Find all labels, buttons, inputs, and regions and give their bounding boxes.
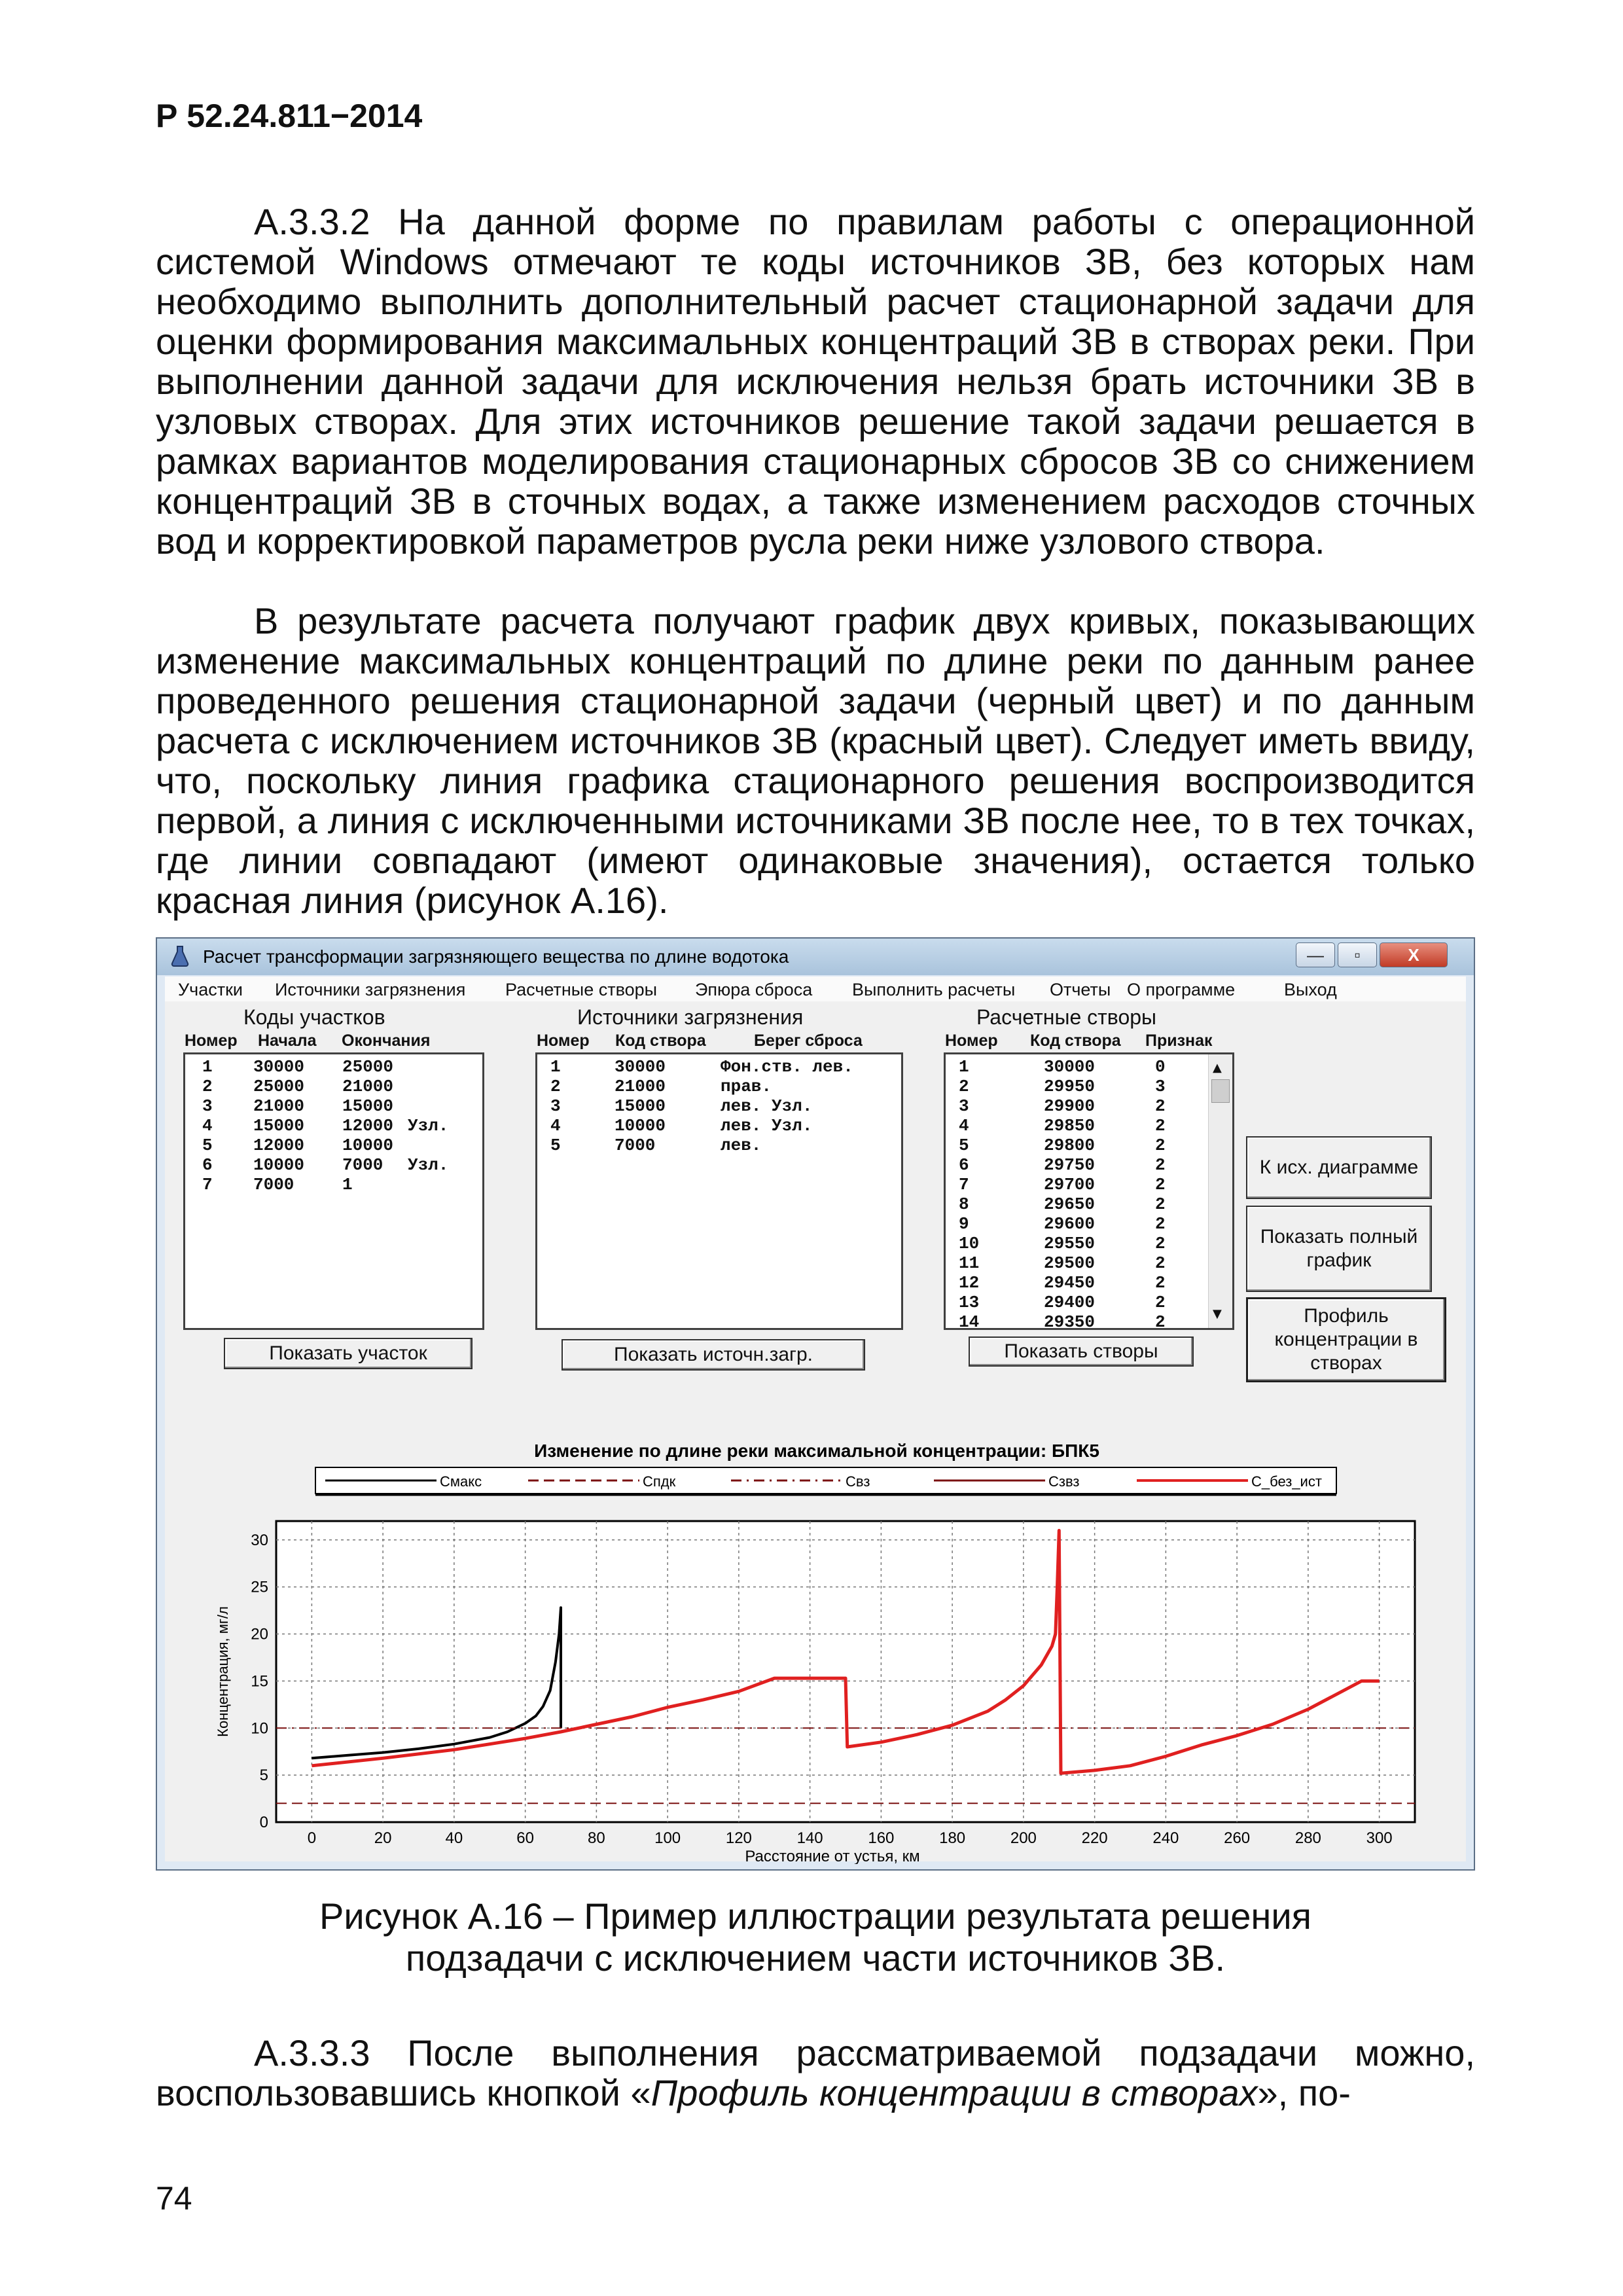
sections-col-code: Код створа	[1030, 1031, 1121, 1050]
site-cell: 7000	[342, 1155, 383, 1175]
section-cell: 29550	[1044, 1234, 1096, 1253]
menu-item-reports[interactable]: Отчеты	[1050, 980, 1111, 999]
section-cell: 29600	[1044, 1214, 1096, 1234]
section-cell: 2	[1155, 1096, 1166, 1116]
section-cell: 5	[959, 1136, 969, 1155]
x-tick-label: 80	[588, 1829, 605, 1847]
site-cell: 15000	[253, 1116, 305, 1136]
chart-title: Изменение по длине реки максимальной концентрации: БПК5	[534, 1441, 1099, 1461]
section-cell: 2	[1155, 1253, 1166, 1273]
x-tick-label: 120	[725, 1829, 752, 1847]
y-tick-label: 10	[251, 1719, 268, 1738]
legend-label: Сзвз	[1048, 1473, 1080, 1490]
site-cell: 7000	[253, 1175, 294, 1194]
sections-col-number: Номер	[945, 1031, 998, 1050]
section-cell: 29800	[1044, 1136, 1096, 1155]
sources-group-title: Источники загрязнения	[577, 1005, 804, 1029]
flask-icon	[170, 945, 190, 967]
sites-col-start: Начала	[258, 1031, 317, 1050]
sections-group-title: Расчетные створы	[976, 1005, 1157, 1029]
section-cell: 29650	[1044, 1194, 1096, 1214]
title-bar	[157, 939, 1474, 975]
site-cell: 10000	[342, 1136, 394, 1155]
menu-item-discharge[interactable]: Эпюра сброса	[695, 980, 813, 999]
menu-item-sources[interactable]: Источники загрязнения	[275, 980, 466, 999]
section-cell: 29350	[1044, 1312, 1096, 1332]
section-cell: 2	[1155, 1194, 1166, 1214]
menu-item-run[interactable]: Выполнить расчеты	[852, 980, 1016, 999]
section-cell: 0	[1155, 1057, 1166, 1077]
section-cell: 1	[959, 1057, 969, 1077]
x-tick-label: 220	[1081, 1829, 1108, 1847]
figure-caption	[156, 1895, 1475, 1979]
paragraph-a333	[156, 2033, 1475, 2113]
section-cell: 2	[1155, 1155, 1166, 1175]
source-cell: прав.	[721, 1077, 772, 1096]
window-client	[165, 977, 1466, 1864]
source-cell: 10000	[615, 1116, 666, 1136]
sites-col-end: Окончания	[342, 1031, 431, 1050]
site-cell: 7	[202, 1175, 213, 1194]
site-cell: 1	[202, 1057, 213, 1077]
site-cell: 4	[202, 1116, 213, 1136]
caption-line-1: Рисунок А.16 – Пример иллюстрации результата решения	[319, 1895, 1311, 1937]
legend-label: Смакс	[440, 1473, 482, 1490]
section-cell: 10	[959, 1234, 980, 1253]
site-cell: 15000	[342, 1096, 394, 1116]
source-cell: лев. Узл.	[721, 1096, 813, 1116]
source-cell: 7000	[615, 1136, 656, 1155]
menu-bar	[165, 977, 1466, 1001]
app-window	[156, 937, 1475, 1871]
site-cell: 25000	[253, 1077, 305, 1096]
source-cell: 5	[550, 1136, 561, 1155]
scroll-down-icon[interactable]: ▼	[1213, 1307, 1222, 1321]
section-cell: 2	[1155, 1234, 1166, 1253]
site-cell: 6	[202, 1155, 213, 1175]
legend-label: Свз	[846, 1473, 870, 1490]
source-cell: 4	[550, 1116, 561, 1136]
section-cell: 11	[959, 1253, 980, 1273]
concentration-chart	[165, 1435, 1469, 1864]
x-tick-label: 60	[516, 1829, 534, 1847]
paragraph-text: В результате расчета получают график двух кривых, показывающих изменение максимальных концентраций по длине реки по данным ранее проведенного решения стационарной задачи (черный цвет) и по данным расчета с исключением источников ЗВ (красный цвет). Следует иметь ввиду, что, поскольку линия графика стационарного решения воспроизводится первой, а линия с исключенными источниками ЗВ после нее, то в тех точках, где линии совпадают (имеют одинаковые значения), остается только красная линия (рисунок А.16).	[156, 600, 1475, 921]
plot-area	[276, 1521, 1415, 1822]
y-tick-label: 5	[259, 1767, 268, 1785]
button-reference: Профиль концентрации в створах	[651, 2072, 1258, 2113]
site-cell: 21000	[253, 1096, 305, 1116]
menu-item-sections[interactable]: Расчетные створы	[505, 980, 658, 999]
x-tick-label: 100	[654, 1829, 681, 1847]
paragraph-text: А.3.3.3 После выполнения рассматриваемой подзадачи можно, воспользовавшись кнопкой «	[156, 2032, 1475, 2113]
y-tick-label: 25	[251, 1578, 268, 1596]
source-cell: 2	[550, 1077, 561, 1096]
show-sources-button[interactable]: Показать источн.загр.	[562, 1339, 865, 1371]
sites-group-title: Коды участков	[243, 1005, 385, 1029]
section-cell: 29500	[1044, 1253, 1096, 1273]
section-cell: 29700	[1044, 1175, 1096, 1194]
site-cell: 25000	[342, 1057, 394, 1077]
legend-label: Спдк	[643, 1473, 676, 1490]
menu-item-about[interactable]: О программе	[1127, 980, 1236, 999]
section-cell: 29400	[1044, 1293, 1096, 1312]
sources-list[interactable]	[535, 1052, 903, 1330]
section-cell: 12	[959, 1273, 980, 1293]
sites-list[interactable]	[183, 1052, 484, 1330]
site-cell: 21000	[342, 1077, 394, 1096]
site-cell: Узл.	[408, 1116, 449, 1136]
sources-col-number: Номер	[537, 1031, 590, 1050]
site-cell: 12000	[253, 1136, 305, 1155]
scroll-thumb[interactable]	[1211, 1079, 1230, 1103]
minimize-button[interactable]: —	[1296, 942, 1335, 967]
section-cell: 2	[1155, 1136, 1166, 1155]
concentration-profile-button[interactable]: Профиль концентрации в створах	[1246, 1297, 1446, 1382]
y-tick-label: 0	[259, 1814, 268, 1831]
page-number: 74	[156, 2180, 192, 2217]
paragraph-result	[156, 601, 1475, 920]
source-cell: лев. Узл.	[721, 1116, 813, 1136]
section-cell: 2	[1155, 1214, 1166, 1234]
section-cell: 14	[959, 1312, 980, 1332]
section-cell: 29950	[1044, 1077, 1096, 1096]
section-cell: 29450	[1044, 1273, 1096, 1293]
section-cell: 29900	[1044, 1096, 1096, 1116]
show-sections-button[interactable]: Показать створы	[969, 1336, 1194, 1367]
site-cell: 10000	[253, 1155, 305, 1175]
section-cell: 4	[959, 1116, 969, 1136]
window-title: Расчет трансформации загрязняющего вещества по длине водотока	[203, 946, 789, 967]
y-tick-label: 30	[251, 1531, 268, 1549]
source-cell: 30000	[615, 1057, 666, 1077]
x-tick-label: 140	[796, 1829, 823, 1847]
sections-scrollbar[interactable]	[1208, 1054, 1232, 1328]
document-header: Р 52.24.811−2014	[156, 98, 423, 134]
paragraph-text-end: », по-	[1257, 2072, 1351, 2113]
menu-item-sites[interactable]: Участки	[178, 980, 243, 999]
section-cell: 2	[1155, 1116, 1166, 1136]
site-cell: 5	[202, 1136, 213, 1155]
caption-line-2: подзадачи с исключением части источников ЗВ.	[405, 1937, 1226, 1979]
maximize-button[interactable]: ▫	[1338, 942, 1377, 967]
paragraph-a332	[156, 202, 1475, 561]
x-tick-label: 240	[1152, 1829, 1179, 1847]
section-cell: 2	[1155, 1175, 1166, 1194]
paragraph-text: А.3.3.2 На данной форме по правилам работы с операционной системой Windows отмечают те коды источников ЗВ, без которых нам необходимо выполнить дополнительный расчет стационарной задачи для оценки формирования максимальных концентраций ЗВ в створах реки. При выполнении данной задачи для исключения нельзя брать источники ЗВ в узловых створах. Для этих источников решение такой задачи решается в рамках вариантов моделирования стационарных сбросов ЗВ со снижением концентраций ЗВ в сточных водах, а также изменением расходов сточных вод и корректировкой параметров русла реки ниже узлового створа.	[156, 201, 1475, 562]
section-cell: 13	[959, 1293, 980, 1312]
section-cell: 29850	[1044, 1116, 1096, 1136]
x-tick-label: 20	[374, 1829, 392, 1847]
x-tick-label: 260	[1224, 1829, 1251, 1847]
section-cell: 2	[1155, 1293, 1166, 1312]
y-axis-label: Концентрация, мг/л	[215, 1606, 231, 1737]
section-cell: 7	[959, 1175, 969, 1194]
source-cell: 15000	[615, 1096, 666, 1116]
site-cell: 12000	[342, 1116, 394, 1136]
scroll-up-icon[interactable]: ▲	[1213, 1061, 1222, 1075]
section-cell: 8	[959, 1194, 969, 1214]
section-cell: 6	[959, 1155, 969, 1175]
x-tick-label: 280	[1294, 1829, 1321, 1847]
section-cell: 29750	[1044, 1155, 1096, 1175]
source-cell: 21000	[615, 1077, 666, 1096]
section-cell: 2	[1155, 1273, 1166, 1293]
section-cell: 9	[959, 1214, 969, 1234]
site-cell: Узл.	[408, 1155, 449, 1175]
show-site-button[interactable]: Показать участок	[224, 1338, 473, 1369]
source-cell: лев.	[721, 1136, 762, 1155]
x-tick-label: 180	[939, 1829, 966, 1847]
site-cell: 2	[202, 1077, 213, 1096]
source-cell: 3	[550, 1096, 561, 1116]
x-tick-label: 300	[1366, 1829, 1393, 1847]
source-cell: 1	[550, 1057, 561, 1077]
source-cell: Фон.ств. лев.	[721, 1057, 853, 1077]
section-cell: 30000	[1044, 1057, 1096, 1077]
y-tick-label: 15	[251, 1672, 268, 1691]
x-axis-label: Расстояние от устья, км	[745, 1848, 920, 1864]
close-button[interactable]: X	[1380, 942, 1448, 967]
sites-col-number: Номер	[185, 1031, 238, 1050]
section-cell: 3	[959, 1096, 969, 1116]
show-full-chart-button[interactable]: Показать полный график	[1246, 1206, 1432, 1292]
sources-col-bank: Берег сброса	[754, 1031, 863, 1050]
x-tick-label: 40	[445, 1829, 463, 1847]
legend-label: С_без_ист	[1251, 1473, 1322, 1490]
section-cell: 3	[1155, 1077, 1166, 1096]
x-tick-label: 200	[1010, 1829, 1037, 1847]
site-cell: 3	[202, 1096, 213, 1116]
site-cell: 30000	[253, 1057, 305, 1077]
sources-col-code: Код створа	[615, 1031, 706, 1050]
section-cell: 2	[959, 1077, 969, 1096]
to-source-diagram-button[interactable]: К исх. диаграмме	[1246, 1136, 1432, 1199]
sections-col-flag: Признак	[1145, 1031, 1213, 1050]
section-cell: 2	[1155, 1312, 1166, 1332]
menu-item-exit[interactable]: Выход	[1284, 980, 1337, 999]
site-cell: 1	[342, 1175, 353, 1194]
sections-list[interactable]	[944, 1052, 1234, 1330]
x-tick-label: 0	[307, 1829, 317, 1847]
y-tick-label: 20	[251, 1625, 268, 1643]
x-tick-label: 160	[868, 1829, 895, 1847]
